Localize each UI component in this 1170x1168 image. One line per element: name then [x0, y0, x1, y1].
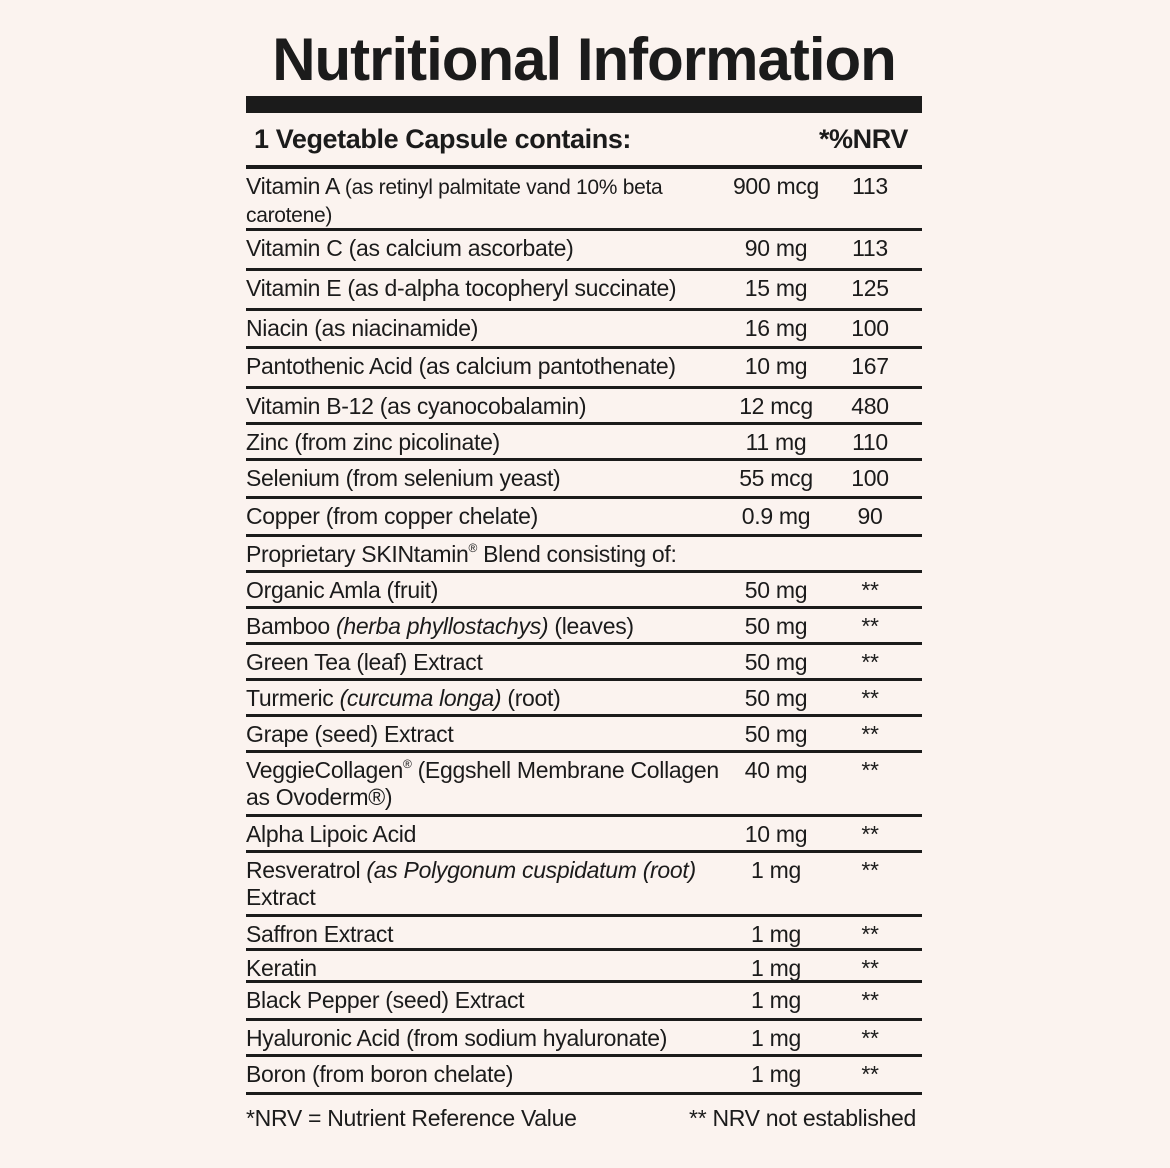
nutrition-panel	[246, 22, 922, 1133]
nutrient-name-detail: (herba phyllostachys)	[335, 613, 549, 639]
nutrient-name-suffix: Extract	[246, 884, 316, 910]
nutrient-name-main: Zinc (from zinc picolinate)	[246, 429, 500, 455]
table-row	[246, 499, 922, 537]
nutrient-amount: 55 mcg	[739, 465, 813, 491]
nutrient-name-main: Selenium (from selenium yeast)	[246, 465, 561, 491]
nutrient-name	[246, 721, 724, 748]
nutrient-name-main: VeggieCollagen	[246, 757, 403, 783]
nutrient-name-main: Copper (from copper chelate)	[246, 503, 539, 529]
nutrient-name-suffix: (root)	[501, 685, 561, 711]
nutrient-nrv: 100	[851, 315, 889, 341]
nutrient-nrv: **	[861, 921, 879, 947]
nutrient-nrv: **	[861, 577, 879, 603]
nutrient-name	[246, 541, 922, 568]
table-row	[246, 425, 922, 461]
page-title: Nutritional Information	[272, 26, 896, 93]
nutrient-amount: 1 mg	[751, 1025, 801, 1051]
table-row	[246, 753, 922, 817]
nutrient-nrv: **	[861, 721, 879, 747]
nutrient-amount: 15 mg	[744, 275, 808, 301]
nutrient-name	[246, 613, 724, 640]
table-row	[246, 1021, 922, 1057]
nutrient-name	[246, 685, 724, 712]
nutrient-nrv: 125	[851, 275, 889, 301]
nutrient-name-main: Hyaluronic Acid (from sodium hyaluronate)	[246, 1025, 668, 1051]
nutrient-amount: 50 mg	[744, 685, 808, 711]
nutrient-name-main: Organic Amla (fruit)	[246, 577, 439, 603]
serving-label: 1 Vegetable Capsule contains:	[254, 123, 632, 154]
table-row	[246, 231, 922, 271]
nutrient-nrv: 167	[851, 353, 889, 379]
nutrient-name-detail: (as Polygonum cuspidatum (root)	[366, 857, 696, 883]
nutrient-name-main: Saffron Extract	[246, 921, 394, 947]
nutrient-name-main: Vitamin E (as d-alpha tocopheryl succinate)	[246, 275, 677, 301]
nutrient-name-main: Bamboo	[246, 613, 336, 639]
footnote-nrv: *NRV = Nutrient Reference Value	[246, 1105, 577, 1131]
nutrient-name	[246, 1025, 724, 1052]
nutrient-name	[246, 465, 724, 492]
nutrient-name-main: Vitamin B-12 (as cyanocobalamin)	[246, 393, 587, 419]
nutrient-name	[246, 173, 724, 229]
nutrient-amount: 90 mg	[744, 235, 808, 261]
nutrient-name-main: Grape (seed) Extract	[246, 721, 454, 747]
nutrient-name-detail: (as retinyl palmitate vand 10% beta carotene)	[246, 176, 663, 227]
nutrient-name	[246, 275, 724, 302]
nutrient-amount: 1 mg	[751, 857, 801, 883]
nutrient-nrv: **	[861, 685, 879, 711]
nutrient-name-main: Resveratrol	[246, 857, 367, 883]
nrv-header: *%NRV	[818, 123, 908, 154]
nutrient-nrv: **	[861, 613, 879, 639]
nutrient-name	[246, 821, 724, 848]
table-row	[246, 853, 922, 917]
table-row	[246, 917, 922, 951]
nutrient-amount: 12 mcg	[739, 393, 813, 419]
nutrient-amount: 10 mg	[744, 353, 808, 379]
nutrient-name	[246, 757, 724, 811]
footnotes	[246, 1103, 922, 1133]
table-row	[246, 271, 922, 311]
table-row	[246, 461, 922, 499]
nutrient-nrv: **	[861, 649, 879, 675]
nutrient-name-suffix: (Eggshell Membrane Collagen as Ovoderm®)	[246, 757, 719, 810]
registered-mark: ®	[402, 757, 412, 771]
nutrient-amount: 50 mg	[744, 613, 808, 639]
table-row	[246, 389, 922, 425]
registered-mark: ®	[468, 541, 478, 555]
table-header	[246, 113, 922, 169]
nutrient-name	[246, 393, 724, 420]
footnote-not-established: ** NRV not established	[689, 1105, 916, 1131]
table-row	[246, 311, 922, 349]
nutrient-name	[246, 857, 724, 911]
nutrient-name-main: Black Pepper (seed) Extract	[246, 987, 525, 1013]
nutrient-name	[246, 649, 724, 676]
nutrient-amount: 0.9 mg	[741, 503, 811, 529]
nutrient-nrv: 480	[851, 393, 889, 419]
nutrient-name-main: Vitamin C (as calcium ascorbate)	[246, 235, 574, 261]
nutrient-name-main: Keratin	[246, 955, 317, 981]
nutrient-nrv: **	[861, 821, 879, 847]
nutrient-nrv: **	[861, 857, 879, 883]
nutrient-amount: 50 mg	[744, 721, 808, 747]
nutrient-name-main: Vitamin A	[246, 173, 345, 199]
table-row	[246, 349, 922, 389]
nutrient-nrv: 113	[852, 235, 888, 261]
nutrient-nrv: 100	[851, 465, 889, 491]
nutrient-amount: 40 mg	[744, 757, 808, 783]
nutrient-nrv: **	[861, 757, 879, 783]
nutrient-amount: 1 mg	[751, 955, 801, 981]
nutrient-amount: 1 mg	[751, 921, 801, 947]
nutrient-name-main: Niacin (as niacinamide)	[246, 315, 479, 341]
nutrient-name-main: Pantothenic Acid (as calcium pantothenate)	[246, 353, 676, 379]
nutrient-nrv: **	[861, 955, 879, 981]
nutrient-nrv: 90	[857, 503, 883, 529]
table-row	[246, 1057, 922, 1095]
nutrient-name	[246, 353, 724, 380]
nutrient-name-main: Green Tea (leaf) Extract	[246, 649, 483, 675]
nutrient-amount: 16 mg	[744, 315, 808, 341]
table-row	[246, 609, 922, 645]
nutrient-name-main: Alpha Lipoic Acid	[246, 821, 417, 847]
nutrient-amount: 900 mcg	[732, 173, 820, 199]
nutrient-name	[246, 503, 724, 530]
nutrient-name	[246, 235, 724, 262]
nutrient-name	[246, 955, 724, 982]
nutrient-amount: 1 mg	[751, 1061, 801, 1087]
title-divider	[246, 96, 922, 113]
nutrient-table	[246, 169, 922, 1095]
table-row	[246, 681, 922, 717]
table-row	[246, 537, 922, 573]
nutrient-name-suffix: Blend consisting of:	[477, 541, 677, 567]
table-row	[246, 573, 922, 609]
table-row	[246, 817, 922, 853]
nutrient-name	[246, 921, 724, 948]
nutrient-name-detail: (curcuma longa)	[339, 685, 502, 711]
nutrient-name-main: Boron (from boron chelate)	[246, 1061, 514, 1087]
nutrient-amount: 1 mg	[751, 987, 801, 1013]
nutrient-nrv: 113	[852, 173, 888, 199]
nutrient-nrv: **	[861, 1025, 879, 1051]
nutrient-amount: 50 mg	[744, 577, 808, 603]
nutrient-name-main: Proprietary SKINtamin	[246, 541, 469, 567]
nutrient-name	[246, 1061, 724, 1088]
table-row	[246, 645, 922, 681]
table-row	[246, 169, 922, 231]
nutrient-amount: 11 mg	[745, 429, 807, 455]
nutrient-name-suffix: (leaves)	[548, 613, 634, 639]
table-row	[246, 951, 922, 983]
nutrient-amount: 10 mg	[744, 821, 808, 847]
nutrient-nrv: **	[861, 987, 879, 1013]
table-row	[246, 983, 922, 1021]
nutrient-name-main: Turmeric	[246, 685, 340, 711]
table-row	[246, 717, 922, 753]
nutrient-nrv: **	[861, 1061, 879, 1087]
nutrient-name	[246, 987, 724, 1014]
nutrient-name	[246, 315, 724, 342]
nutrient-name	[246, 429, 724, 456]
nutrient-name	[246, 577, 724, 604]
nutrient-nrv: 110	[852, 429, 888, 455]
nutrient-amount: 50 mg	[744, 649, 808, 675]
